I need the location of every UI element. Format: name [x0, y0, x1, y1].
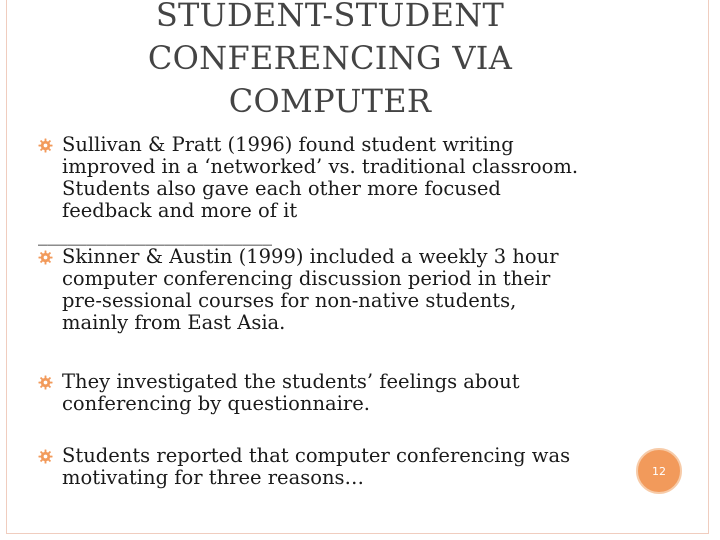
gear-icon [38, 138, 53, 153]
gear-icon [38, 375, 53, 390]
slide-body [38, 134, 648, 489]
bullet-text: Sullivan & Pratt (1996) found student writing improved in a ‘networked’ vs. traditional classroom. Students also gave each other more focused feedback and more of it [62, 133, 579, 222]
slide-title [80, 0, 580, 123]
bullet-text: They investigated the students’ feelings about conferencing by questionnaire. [62, 370, 520, 415]
bullet-text: Skinner & Austin (1999) included a weekly 3 hour computer conferencing discussion period in their pre-sessional courses for non-native students, mainly from East Asia. [62, 245, 559, 334]
gear-icon [38, 449, 53, 464]
page-number-badge: 12 [636, 448, 682, 494]
separator-line: ________________________ [38, 223, 272, 246]
title-line-2: CONFERENCING VIA [147, 39, 513, 77]
bullet-text: Students reported that computer conferencing was motivating for three reasons… [62, 444, 571, 489]
bullet-item [38, 134, 648, 222]
bullet-item [38, 246, 648, 334]
bullet-item [38, 371, 648, 415]
bullet-item [38, 445, 648, 489]
title-line-1: STUDENT-STUDENT [155, 0, 505, 34]
title-line-3: COMPUTER [228, 82, 432, 120]
gear-icon [38, 250, 53, 265]
